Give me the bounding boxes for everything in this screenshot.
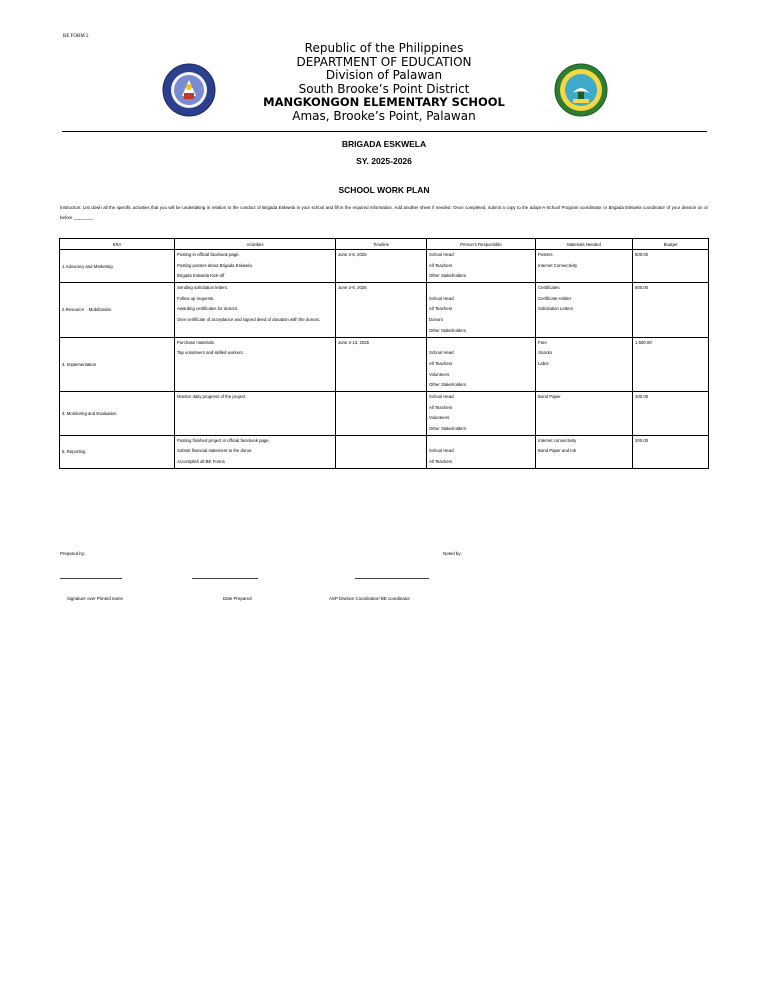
material-item: Labor bbox=[538, 360, 549, 366]
person-item: School Head bbox=[429, 448, 454, 454]
kra-cell: 4. Monitoring and Evaluation bbox=[60, 391, 175, 435]
signature-line bbox=[60, 578, 122, 579]
activity-item: Brigada Eskwela Kick-off bbox=[177, 273, 225, 279]
activities-cell bbox=[175, 391, 336, 435]
activity-item: Submit financial statement to the donor. bbox=[177, 448, 253, 454]
activity-item: Monitor daily progress of the project. bbox=[177, 393, 247, 399]
activity-item: Purchase materials. bbox=[177, 339, 215, 345]
department-line: DEPARTMENT OF EDUCATION bbox=[296, 54, 472, 69]
material-item: Posters bbox=[538, 252, 553, 257]
table-header-row bbox=[60, 239, 709, 250]
header-materials: Materials Needed bbox=[536, 239, 633, 250]
material-item: Solicitation Letters bbox=[538, 306, 574, 312]
noted-by-label: Noted by: bbox=[443, 551, 462, 556]
person-item: All Teachers bbox=[429, 459, 453, 465]
person-item bbox=[429, 283, 533, 294]
budget-cell: 1,500.00 bbox=[633, 337, 709, 391]
header-persons: Person's Responsible bbox=[427, 239, 536, 250]
person-item bbox=[429, 338, 533, 349]
school-year: SY. 2025-2026 bbox=[356, 156, 412, 166]
coordinator-caption: ASP Division Coordinator/ BE coordinator bbox=[329, 596, 410, 601]
budget-cell: 500.00 bbox=[633, 283, 709, 337]
budget-cell: 200.00 bbox=[633, 435, 709, 468]
material-item: Certificate Holder bbox=[538, 295, 572, 301]
material-item: Snacks bbox=[538, 350, 553, 356]
activity-item: Follow up requests. bbox=[177, 295, 215, 301]
timeline-cell bbox=[336, 391, 427, 435]
persons-cell bbox=[427, 337, 536, 391]
materials-cell bbox=[536, 250, 633, 283]
coordinator-line bbox=[355, 578, 429, 579]
header-divider bbox=[62, 131, 707, 132]
table-row bbox=[60, 250, 709, 283]
activity-item: Posting posters about Brigada Eskwela. bbox=[177, 262, 253, 268]
republic-line: Republic of the Philippines bbox=[304, 41, 464, 55]
persons-cell bbox=[427, 283, 536, 337]
activity-item: Posting in official facebook page. bbox=[177, 252, 240, 257]
material-item: Fare bbox=[538, 339, 547, 345]
plan-title: SCHOOL WORK PLAN bbox=[338, 185, 430, 195]
signature-caption: Signature over Printed name bbox=[67, 596, 123, 601]
header-timeline: Timeline bbox=[336, 239, 427, 250]
activities-cell bbox=[175, 283, 336, 337]
timeline-cell bbox=[336, 435, 427, 468]
persons-cell bbox=[427, 391, 536, 435]
materials-cell bbox=[536, 435, 633, 468]
materials-cell bbox=[536, 391, 633, 435]
table-row bbox=[60, 337, 709, 391]
division-line: Division of Palawan bbox=[325, 68, 443, 82]
person-item: All Teachers bbox=[429, 262, 453, 268]
kra-cell: 1.Advocacy and Marketing bbox=[60, 250, 175, 283]
header-activities: Activities bbox=[175, 239, 336, 250]
instruction-text: Instruction: List down all the specific activities that you will be undertaking in relation to the conduct of Brigada Eskwela in your school and fill in the required information. Add another sheet if needed. Once completed, submit a copy to the adopt-A-School Program coordinator or Brigada Eskwela coordinator of your division on or before ________. bbox=[60, 205, 708, 220]
person-item: School Head bbox=[429, 393, 454, 399]
timeline-cell: June 2-6, 2025 bbox=[336, 283, 427, 337]
kra-cell: 5. Reporting bbox=[60, 435, 175, 468]
activity-item: Accomplish all BE Forms bbox=[177, 459, 225, 465]
activity-item: Posting finished project in official facebook page. bbox=[177, 437, 270, 443]
district-line: South Brooke’s Point District bbox=[298, 81, 470, 96]
activity-item: Awarding certificates for donors. bbox=[177, 306, 239, 312]
activity-item: Sending solicitation letters. bbox=[177, 285, 229, 291]
date-caption: Date Prepared bbox=[223, 596, 252, 601]
person-item: Other Stakeholders bbox=[429, 382, 467, 388]
material-item: Bond Paper bbox=[538, 393, 561, 399]
school-address: Amas, Brooke’s Point, Palawan bbox=[292, 108, 476, 123]
header-kra: KRA bbox=[60, 239, 175, 250]
table-row bbox=[60, 283, 709, 337]
persons-cell bbox=[427, 435, 536, 468]
timeline-cell: June 2-13, 2025 bbox=[336, 337, 427, 391]
materials-cell bbox=[536, 337, 633, 391]
person-item: All Teachers bbox=[429, 360, 453, 366]
person-item: All Teachers bbox=[429, 306, 453, 312]
material-item: Internet connectivity bbox=[538, 437, 577, 443]
prepared-by-label: Prepared by: bbox=[60, 551, 86, 556]
kra-cell: 3. Implementation bbox=[60, 337, 175, 391]
activities-cell bbox=[175, 337, 336, 391]
person-item: School Head bbox=[429, 350, 454, 356]
school-name: MANGKONGON ELEMENTARY SCHOOL bbox=[263, 95, 505, 109]
timeline-cell: June 2-6, 2025 bbox=[336, 250, 427, 283]
person-item: School Head bbox=[429, 295, 454, 301]
material-item: Certificates bbox=[538, 285, 560, 291]
persons-cell bbox=[427, 250, 536, 283]
activity-item: Give certificate of acceptance and signed deed of donation with the donors. bbox=[177, 317, 321, 323]
activity-item: Tap volunteers and skilled workers. bbox=[177, 350, 244, 356]
table-row bbox=[60, 435, 709, 468]
person-item bbox=[429, 436, 533, 447]
kra-cell: 2.Resource Mobilization bbox=[60, 283, 175, 337]
table-row bbox=[60, 391, 709, 435]
person-item: All Teachers bbox=[429, 404, 453, 410]
header-budget: Budget bbox=[633, 239, 709, 250]
activities-cell bbox=[175, 250, 336, 283]
program-title: BRIGADA ESKWELA bbox=[341, 139, 427, 149]
person-item: Other Stakeholders bbox=[429, 327, 467, 333]
person-item: Donors bbox=[429, 317, 443, 323]
activities-cell bbox=[175, 435, 336, 468]
date-line bbox=[192, 578, 258, 579]
person-item: School Head bbox=[429, 252, 454, 257]
material-item: Bond Paper and Ink bbox=[538, 448, 576, 454]
person-item: Volunteers bbox=[429, 415, 450, 421]
person-item: Other Stakeholders bbox=[429, 426, 467, 431]
materials-cell bbox=[536, 283, 633, 337]
work-plan-table bbox=[59, 238, 709, 469]
person-item: Volunteers bbox=[429, 371, 450, 377]
form-code: BE FORM 2 bbox=[63, 34, 89, 39]
document-header bbox=[0, 42, 768, 123]
budget-cell: 100.00 bbox=[633, 391, 709, 435]
person-item: Other Stakeholders bbox=[429, 273, 467, 279]
material-item: Internet Connectivity bbox=[538, 262, 578, 268]
budget-cell: 500.00 bbox=[633, 250, 709, 283]
